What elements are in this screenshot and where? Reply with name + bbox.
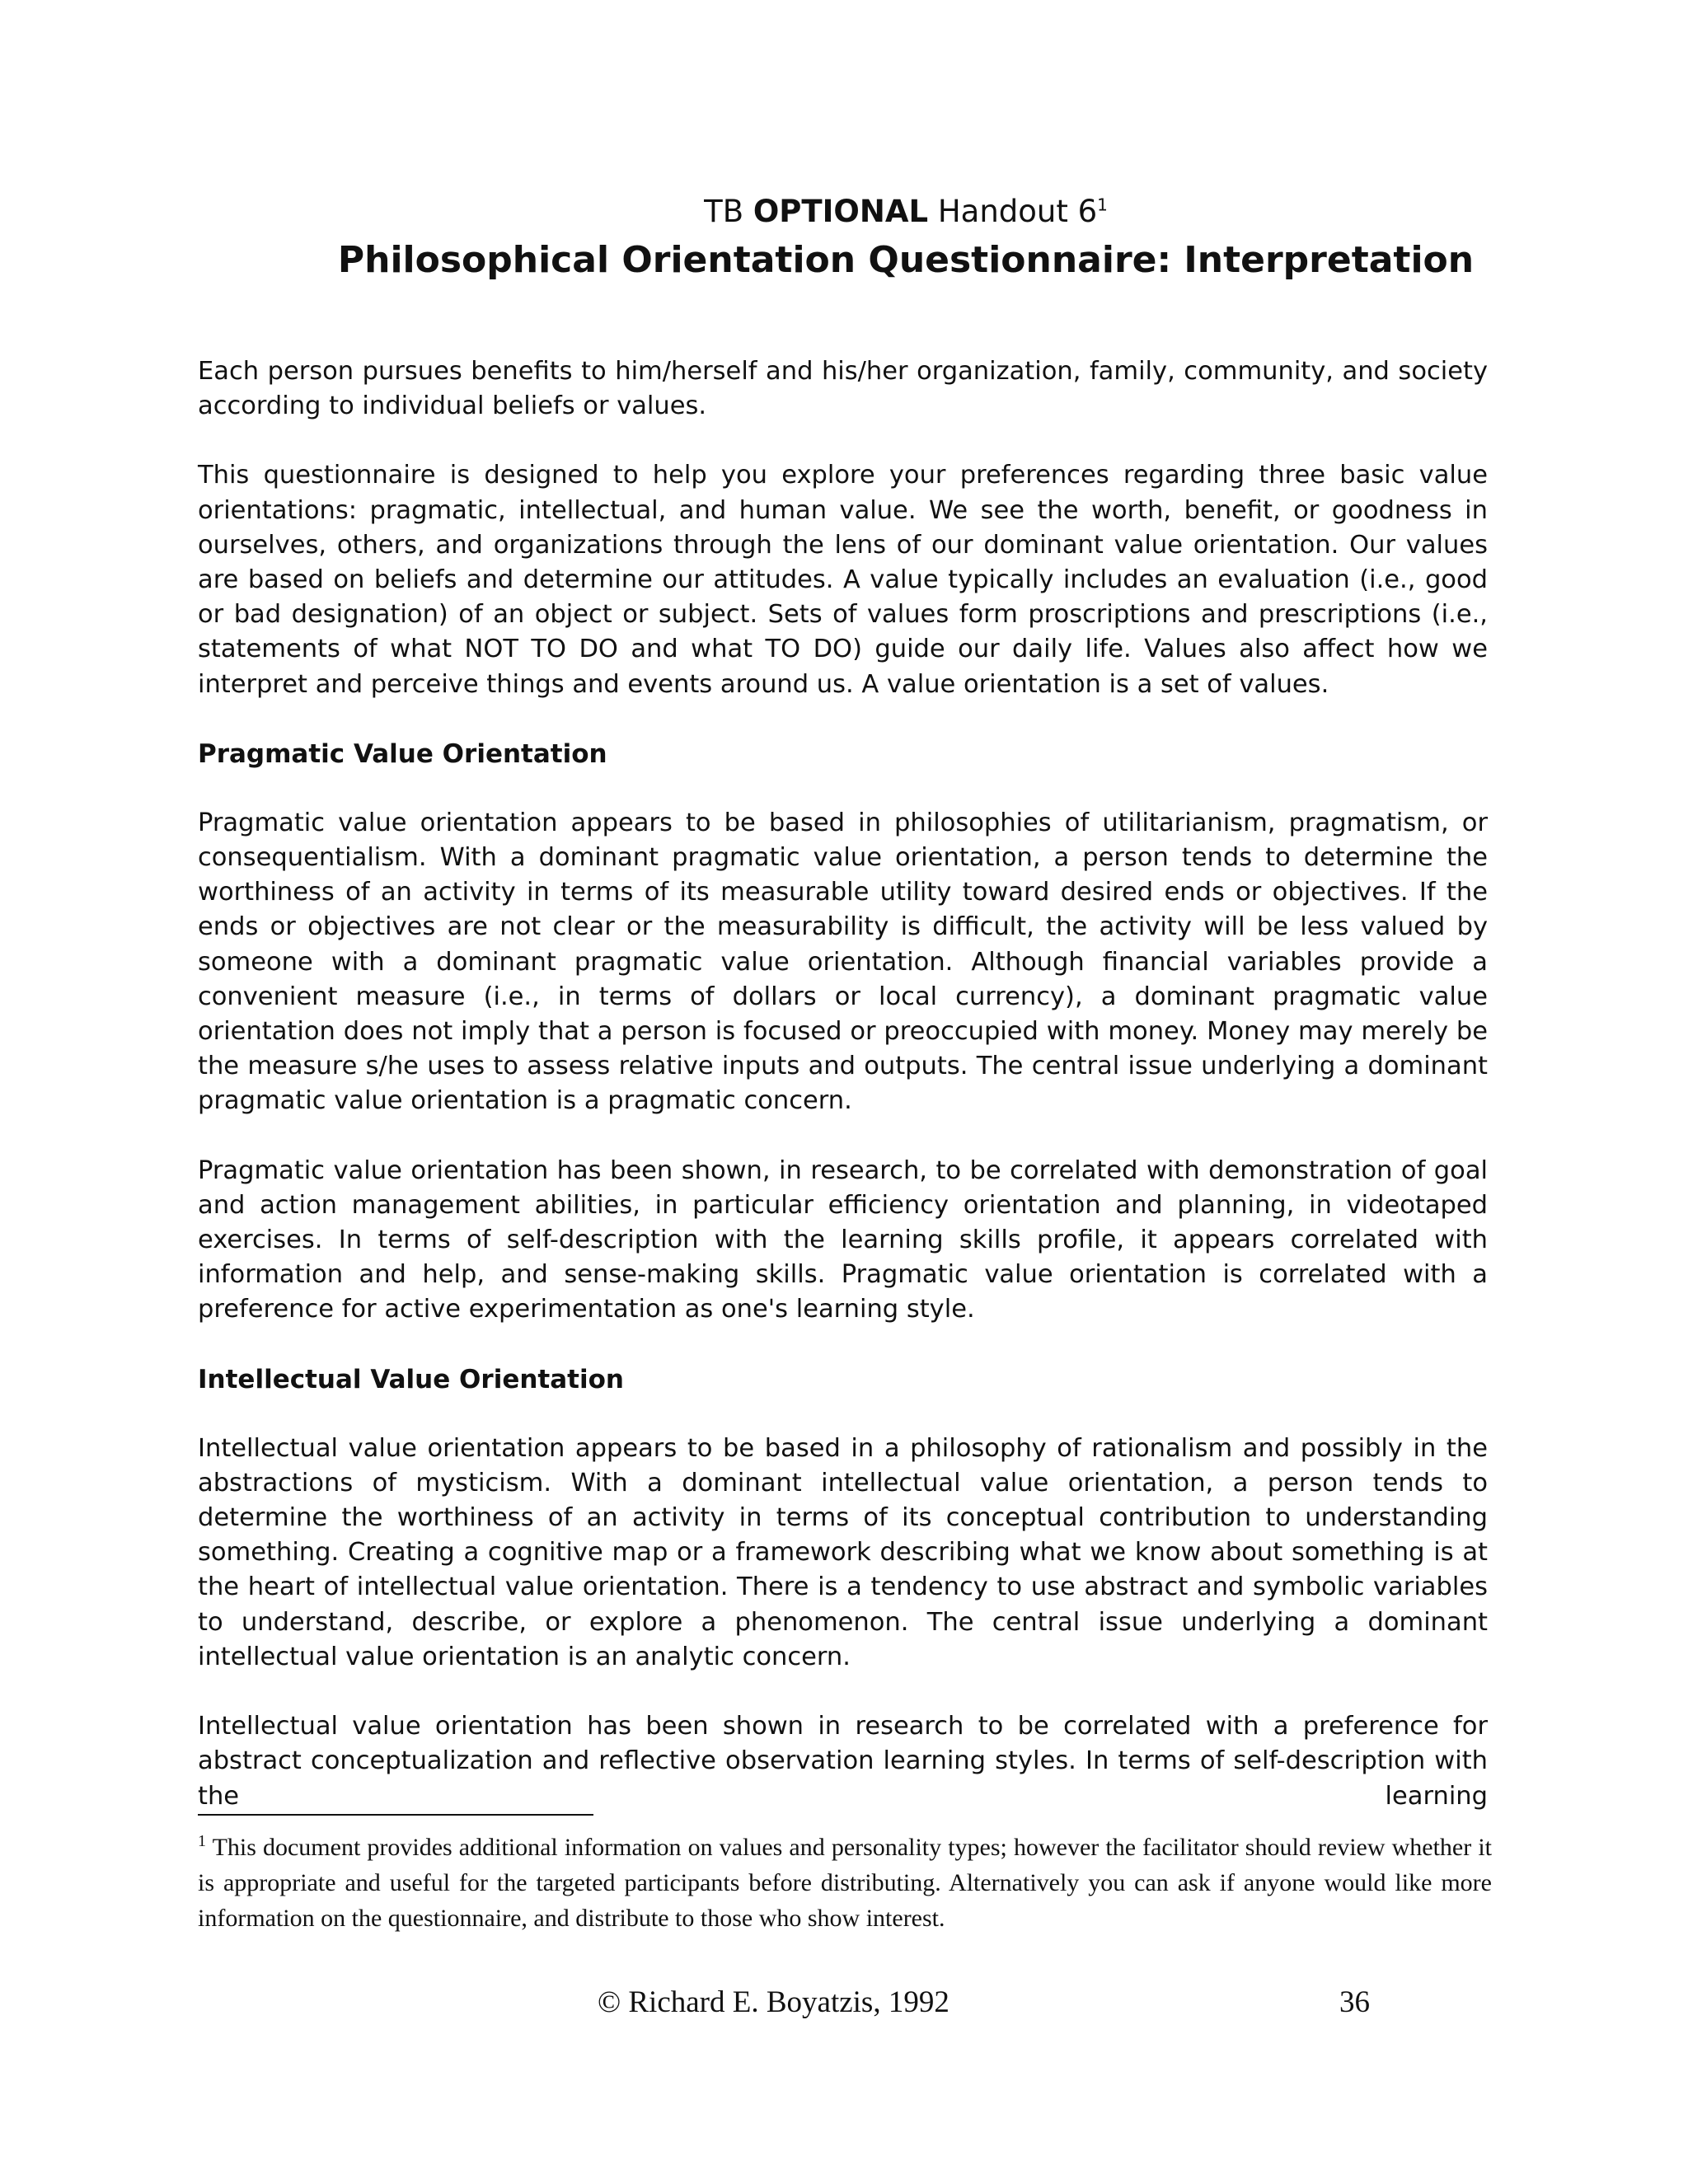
page-header	[0, 191, 1688, 285]
intro-paragraph-1: Each person pursues benefits to him/herself and his/her organization, family, community, and society according to individual beliefs or values.	[198, 357, 1488, 421]
handout-label	[124, 191, 1688, 232]
page-number: 36	[1339, 1985, 1370, 2019]
handout-emphasis: OPTIONAL	[753, 194, 929, 229]
pragmatic-paragraph-1: Pragmatic value orientation appears to be based in philosophies of utilitarianism, pragmatism, or consequentialism. With a dominant pragmatic value orientation, a person tends to determine the worthiness of an activity in terms of its measurable utility toward desired ends or objectives. If the ends or objectives are not clear or the measurability is difficult, the activity will be less valued by someone with a dominant pragmatic value orientation. Although financial variables provide a convenient measure (i.e., in terms of dollars or local currency), a dominant pragmatic value orientation does not imply that a person is focused or preoccupied with money. Money may merely be the measure s/he uses to assess relative inputs and outputs. The central issue underlying a dominant pragmatic value orientation is a pragmatic concern.	[198, 808, 1488, 1116]
footnote-mark: 1	[198, 1832, 206, 1850]
footnote	[198, 1830, 1492, 1936]
intellectual-paragraph-1: Intellectual value orientation appears to be based in a philosophy of rationalism and possibly in the abstractions of mysticism. With a dominant intellectual value orientation, a person tends to determine the worthiness of an activity in terms of its conceptual contribution to understanding something. Creating a cognitive map or a framework describing what we know about something is at the heart of intellectual value orientation. There is a tendency to use abstract and symbolic variables to understand, describe, or explore a phenomenon. The central issue underlying a dominant intellectual value orientation is an analytic concern.	[198, 1433, 1488, 1671]
copyright-notice: © Richard E. Boyatzis, 1992	[598, 1985, 950, 2019]
footnote-divider	[198, 1814, 593, 1816]
intellectual-heading: Intellectual Value Orientation	[198, 1364, 624, 1394]
pragmatic-heading: Pragmatic Value Orientation	[198, 738, 607, 769]
intro-paragraph-2: This questionnaire is designed to help you explore your preferences regarding three basic value orientations: pragmatic, intellectual, and human value. We see the worth, benefit, or goodness in ourselves, others, and organizations through the lens of our dominant value orientation. Our values are based on beliefs and determine our attitudes. A value typically includes an evaluation (i.e., good or bad designation) of an object or subject. Sets of values form proscriptions and prescriptions (i.e., statements of what NOT TO DO and what TO DO) guide our daily life. Values also affect how we interpret and perceive things and events around us. A value orientation is a set of values.	[198, 461, 1488, 699]
handout-prefix: TB	[704, 194, 744, 229]
pragmatic-paragraph-2: Pragmatic value orientation has been shown, in research, to be correlated with demonstration of goal and action management abilities, in particular efficiency orientation and planning, in videotaped exercises. In terms of self-description with the learning skills profile, it appears correlated with information and help, and sense-making skills. Pragmatic value orientation is correlated with a preference for active experimentation as one's learning style.	[198, 1155, 1488, 1324]
intellectual-paragraph-2: Intellectual value orientation has been shown in research to be correlated with a preference for abstract conceptualization and reflective observation learning styles. In terms of self-description with the learning	[198, 1712, 1488, 1811]
header-footnote-mark: 1	[1097, 194, 1108, 215]
handout-suffix: Handout 6	[937, 194, 1098, 229]
page-title: Philosophical Orientation Questionnaire: Interpretation	[337, 239, 1475, 281]
document-body	[198, 354, 1488, 1849]
footnote-text: This document provides additional information on values and personality types; however the facilitator should review whether it is appropriate and useful for the targeted participants before distributing. Alternatively you can ask if anyone would like more information on the questionnaire, and distribute to those who show interest.	[198, 1834, 1492, 1932]
